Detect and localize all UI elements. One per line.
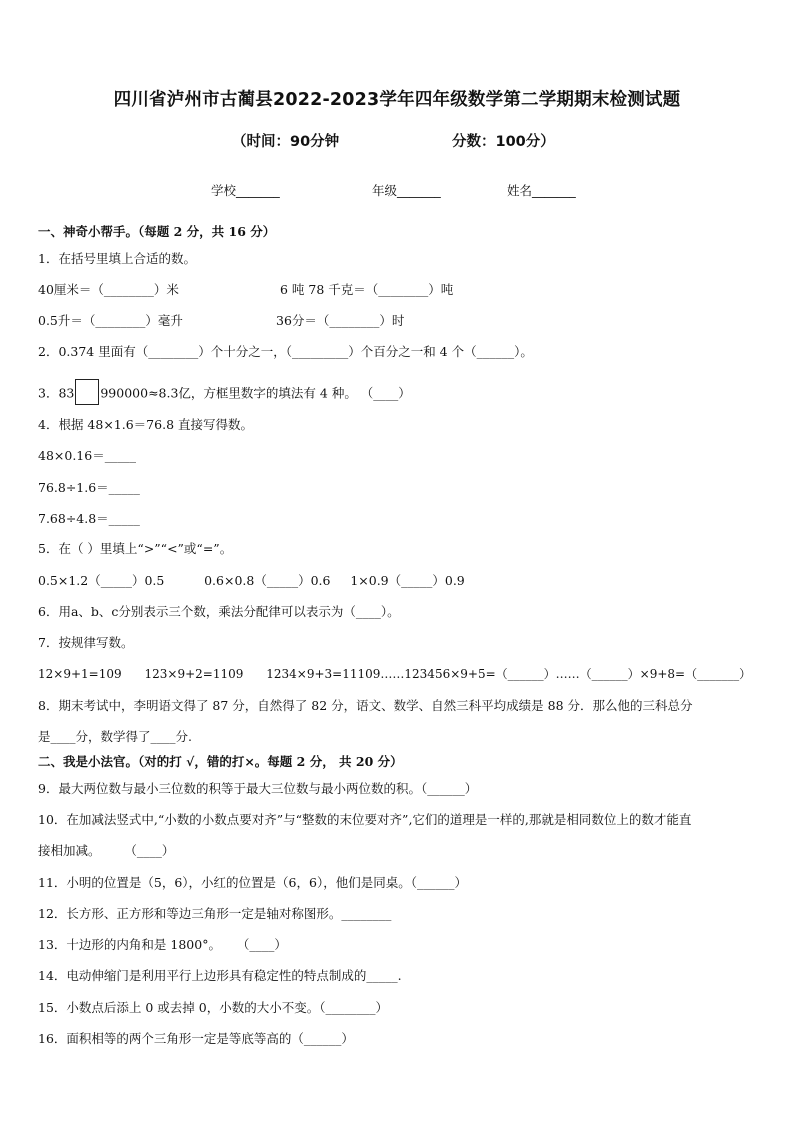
q7-text: 7．按规律写数。 [38, 635, 134, 650]
q11-text: 11．小明的位置是（5，6），小红的位置是（6，6），他们是同桌。（______） [38, 875, 467, 890]
grade-field: 年级_______ [372, 183, 441, 198]
q4-b: 76.8÷1.6＝_____ [38, 480, 140, 495]
exam-score: 分数：100分） [452, 134, 555, 150]
q5-text: 5．在（ ）里填上“>”“<”或“=”。 [38, 541, 233, 556]
q3-suffix: 990000≈8.3亿，方框里数字的填法有 4 种。 （____） [100, 385, 411, 401]
q5-row: 0.5×1.2（_____）0.5 0.6×0.8（_____）0.6 1×0.9（_____）0.9 [38, 573, 465, 588]
q14-text: 14．电动伸缩门是利用平行上边形具有稳定性的特点制成的_____. [38, 968, 402, 983]
exam-title: 四川省泸州市古蔺县2022-2023学年四年级数学第二学期期末检测试题 [113, 90, 681, 110]
q16-text: 16．面积相等的两个三角形一定是等底等高的（______） [38, 1031, 354, 1046]
q13-text: 13．十边形的内角和是 1800°。 （____） [38, 937, 287, 952]
q7-row: 12×9+1=109 123×9+2=1109 1234×9+3=11109……123456×9+5=（______）……（______）×9+8=（_______） [38, 667, 752, 681]
section-1-header: 一、神奇小帮手。（每题 2 分，共 16 分） [38, 224, 276, 239]
q1-a: 40厘米＝（________）米 [38, 282, 179, 297]
q1-d: 36分＝（________）时 [276, 313, 405, 328]
q2-text: 2．0.374 里面有（________）个十分之一，（_________）个百分之一和 4 个（______）。 [38, 344, 533, 359]
q1-text: 1．在括号里填上合适的数。 [38, 251, 196, 266]
q10-line2: 接相加减。 （____） [38, 843, 175, 858]
q15-text: 15．小数点后添上 0 或去掉 0，小数的大小不变。（________） [38, 1000, 388, 1015]
name-field: 姓名_______ [507, 183, 576, 198]
section-2-header: 二、我是小法官。（对的打 √，错的打×。每题 2 分， 共 20 分） [38, 754, 403, 769]
q1-b: 6 吨 78 千克＝（________）吨 [280, 282, 454, 297]
school-field: 学校_______ [211, 183, 280, 198]
q3-prefix: 3．83 [38, 385, 75, 401]
exam-time: （时间：90分钟 [232, 134, 340, 150]
q8-line2: 是____分，数学得了____分. [38, 729, 192, 744]
q9-text: 9．最大两位数与最小三位数的积等于最大三位数与最小两位数的积。（______） [38, 781, 478, 796]
answer-box [75, 379, 99, 405]
q10-line1: 10．在加减法竖式中,“小数的小数点要对齐”与“整数的末位要对齐”,它们的道理是一样的,那就是相同数位上的数才能直 [38, 812, 692, 827]
q4-text: 4．根据 48×1.6＝76.8 直接写得数。 [38, 417, 253, 432]
q8-line1: 8．期末考试中，李明语文得了 87 分，自然得了 82 分，语文、数学、自然三科平均成绩是 88 分．那么他的三科总分 [38, 698, 693, 713]
q12-text: 12．长方形、正方形和等边三角形一定是轴对称图形。________ [38, 906, 392, 921]
q1-c: 0.5升＝（________）毫升 [38, 313, 183, 328]
q6-text: 6．用a、b、c分别表示三个数，乘法分配律可以表示为（____）。 [38, 604, 400, 619]
q3 [38, 381, 411, 407]
q4-c: 7.68÷4.8＝_____ [38, 511, 140, 526]
q4-a: 48×0.16＝_____ [38, 448, 136, 463]
